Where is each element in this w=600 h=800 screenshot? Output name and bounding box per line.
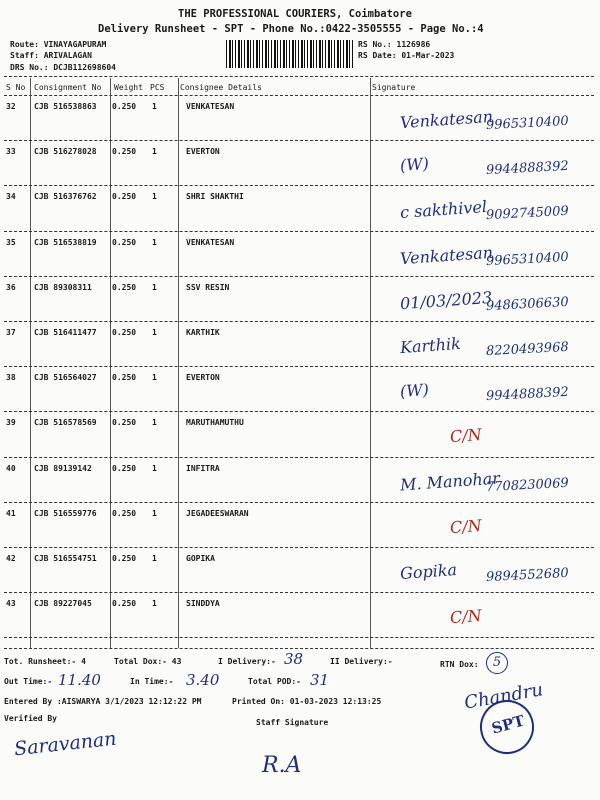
- row-divider: [4, 140, 594, 141]
- stamp-signature-icon: Chandru: [462, 679, 545, 714]
- col-divider: [370, 78, 371, 648]
- verified-signature: Saravanan: [13, 727, 118, 761]
- row-consignee: GOPIKA: [186, 554, 215, 563]
- row-consignee: INFITRA: [186, 463, 220, 473]
- row-divider: [4, 366, 594, 367]
- route-label: Route: VINAYAGAPURAM: [10, 40, 107, 49]
- row-sno: 39: [6, 418, 16, 428]
- printed-on: Printed On: 01-03-2023 12:13:25: [232, 697, 382, 706]
- row-consignment: CJB 516554751: [34, 554, 97, 563]
- row-divider: [4, 502, 594, 503]
- rs-date: RS Date: 01-Mar-2023: [358, 51, 455, 60]
- out-time-value: 11.40: [58, 671, 101, 689]
- staff-signature-label: Staff Signature: [256, 718, 329, 727]
- row-divider: [4, 321, 594, 322]
- footer-rule: [4, 648, 594, 649]
- row-sno: 32: [6, 102, 16, 111]
- entered-by: Entered By :AISWARYA 3/1/2023 12:12:22 PM: [4, 697, 202, 706]
- row-signature: (W): [399, 154, 430, 176]
- row-sno: 42: [6, 554, 16, 563]
- row-divider: [4, 592, 594, 593]
- i-delivery-label: I Delivery:-: [218, 657, 276, 666]
- i-delivery-value: 38: [284, 650, 304, 668]
- row-phone-note: 9944888392: [485, 159, 570, 179]
- rs-number: RS No.: 1126986: [358, 40, 431, 49]
- row-phone-note: 9965310400: [485, 249, 570, 269]
- row-sno: 34: [6, 192, 16, 202]
- row-weight: 0.250: [112, 282, 137, 292]
- row-sno: 38: [6, 373, 16, 383]
- rtn-dox-value: 5: [486, 652, 508, 674]
- total-dox: Total Dox:- 43: [114, 657, 182, 666]
- row-consignment: CJB 516411477: [34, 328, 97, 337]
- row-weight: 0.250: [112, 463, 137, 473]
- row-phone-note: 8220493968: [485, 339, 570, 360]
- row-phone-note: 9486306630: [485, 294, 570, 314]
- row-phone-note: 9944888392: [485, 385, 570, 405]
- row-weight: 0.250: [112, 102, 137, 111]
- row-phone-note: 9965310400: [485, 113, 570, 134]
- row-signature: Karthik: [399, 333, 462, 358]
- row-signature: M. Manohar: [399, 468, 501, 495]
- runsheet-title: Delivery Runsheet - SPT - Phone No.:0422-3505555 - Page No.:4: [98, 23, 484, 35]
- col-sno: S No: [6, 83, 26, 92]
- in-time-label: In Time:-: [130, 677, 174, 686]
- row-signature: Gopika: [399, 560, 458, 583]
- row-pcs: 1: [152, 192, 157, 202]
- row-signature: C/N: [449, 606, 483, 628]
- row-consignee: EVERTON: [186, 147, 220, 157]
- row-pcs: 1: [152, 147, 157, 157]
- stamp-text: SPT: [489, 711, 527, 738]
- row-pcs: 1: [152, 373, 157, 383]
- row-consignment: CJB 516559776: [34, 508, 97, 518]
- row-signature: Venkatesan: [399, 106, 494, 133]
- row-sno: 35: [6, 237, 16, 247]
- row-weight: 0.250: [112, 328, 137, 337]
- row-sno: 43: [6, 599, 16, 609]
- col-consignment: Consignment No: [34, 83, 102, 92]
- row-sno: 40: [6, 463, 16, 473]
- row-pcs: 1: [152, 418, 157, 428]
- row-consignment: CJB 516564027: [34, 373, 97, 383]
- row-divider: [4, 231, 594, 232]
- row-pcs: 1: [152, 508, 157, 518]
- in-time-value: 3.40: [186, 671, 220, 689]
- out-time-label: Out Time:-: [4, 677, 53, 686]
- row-divider: [4, 637, 594, 638]
- row-pcs: 1: [152, 554, 157, 563]
- row-signature: C/N: [449, 515, 483, 537]
- header-rule-bottom: [4, 95, 594, 96]
- row-divider: [4, 411, 594, 412]
- row-pcs: 1: [152, 599, 157, 609]
- header-rule-top: [4, 76, 594, 77]
- row-divider: [4, 185, 594, 186]
- tot-runsheet: Tot. Runsheet:- 4: [4, 657, 86, 666]
- drs-number: DRS No.: DCJB112698604: [10, 63, 116, 72]
- row-consignee: VENKATESAN: [186, 102, 235, 111]
- row-consignment: CJB 516538863: [34, 102, 97, 111]
- total-pod-value: 31: [310, 671, 330, 689]
- row-signature: C/N: [449, 425, 483, 447]
- row-consignment: CJB 516578569: [34, 418, 97, 428]
- row-consignee: JEGADEESWARAN: [186, 508, 249, 518]
- staff-signature: R.A: [262, 753, 302, 778]
- row-phone-note: 9894552680: [485, 565, 570, 586]
- company-name: THE PROFESSIONAL COURIERS, Coimbatore: [178, 8, 412, 20]
- row-signature: 01/03/2023: [399, 287, 493, 313]
- total-pod-label: Total POD:-: [248, 677, 301, 686]
- col-divider: [178, 78, 179, 648]
- col-divider: [110, 78, 111, 648]
- staff-label: Staff: ARIVALAGAN: [10, 51, 92, 60]
- row-consignee: SHRI SHAKTHI: [186, 192, 244, 202]
- row-phone-note: 7708230069: [485, 475, 570, 495]
- col-weight: Weight: [114, 83, 143, 92]
- row-sno: 37: [6, 328, 16, 337]
- barcode: [226, 40, 354, 68]
- row-weight: 0.250: [112, 373, 137, 383]
- col-divider: [30, 78, 31, 648]
- row-consignee: KARTHIK: [186, 328, 220, 337]
- row-divider: [4, 276, 594, 277]
- row-consignment: CJB 516538819: [34, 237, 97, 247]
- row-weight: 0.250: [112, 237, 137, 247]
- row-pcs: 1: [152, 463, 157, 473]
- row-pcs: 1: [152, 237, 157, 247]
- row-consignment: CJB 89308311: [34, 282, 92, 292]
- row-sno: 41: [6, 508, 16, 518]
- col-pcs: PCS: [150, 83, 165, 92]
- row-consignment: CJB 516376762: [34, 192, 97, 202]
- row-weight: 0.250: [112, 599, 137, 609]
- row-consignee: SINDDYA: [186, 599, 220, 609]
- row-signature: (W): [399, 380, 430, 402]
- row-divider: [4, 547, 594, 548]
- row-signature: c sakthivel: [399, 197, 488, 223]
- row-weight: 0.250: [112, 508, 137, 518]
- row-sno: 36: [6, 282, 16, 292]
- verified-by-label: Verified By: [4, 714, 57, 723]
- row-sno: 33: [6, 147, 16, 157]
- row-phone-note: 9092745009: [485, 204, 570, 224]
- row-consignee: SSV RESIN: [186, 282, 230, 292]
- ii-delivery-label: II Delivery:-: [330, 657, 393, 666]
- row-pcs: 1: [152, 328, 157, 337]
- row-signature: Venkatesan: [399, 242, 494, 268]
- row-consignee: MARUTHAMUTHU: [186, 418, 244, 428]
- row-weight: 0.250: [112, 192, 137, 202]
- row-divider: [4, 457, 594, 458]
- row-pcs: 1: [152, 282, 157, 292]
- row-consignment: CJB 89227045: [34, 599, 92, 609]
- row-consignee: VENKATESAN: [186, 237, 235, 247]
- row-weight: 0.250: [112, 554, 137, 563]
- col-consignee: Consignee Details: [180, 83, 262, 92]
- col-signature: Signature: [372, 83, 416, 92]
- row-pcs: 1: [152, 102, 157, 111]
- row-consignment: CJB 516278028: [34, 147, 97, 157]
- rtn-dox-label: RTN Dox:: [440, 660, 479, 669]
- row-consignment: CJB 89139142: [34, 463, 92, 473]
- row-weight: 0.250: [112, 418, 137, 428]
- row-weight: 0.250: [112, 147, 137, 157]
- row-consignee: EVERTON: [186, 373, 220, 383]
